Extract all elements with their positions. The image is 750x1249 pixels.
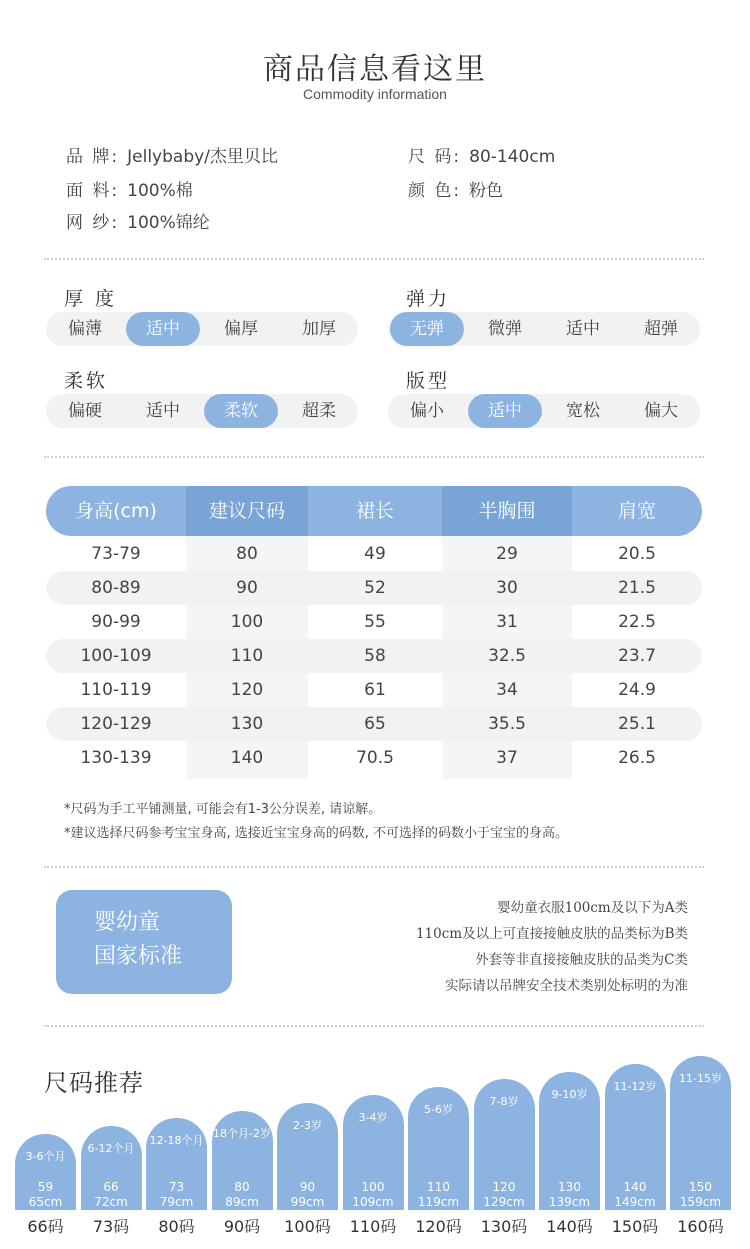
- table-cell: 29: [496, 544, 518, 564]
- size-code: 120码: [415, 1217, 462, 1236]
- height-value: 66: [103, 1179, 119, 1194]
- table-cell: 23.7: [618, 646, 656, 666]
- table-cell: 30: [496, 578, 518, 598]
- standard-class-c: 外套等非直接接触皮肤的品类为C类: [475, 952, 688, 968]
- size-bar: [81, 1126, 142, 1210]
- divider: [44, 866, 704, 868]
- table-cell: 22.5: [618, 612, 656, 632]
- size-bar: [408, 1087, 469, 1210]
- color-value: 粉色: [469, 181, 504, 201]
- height-cm: 72cm: [94, 1194, 128, 1209]
- divider: [44, 456, 704, 458]
- height-cm: 79cm: [159, 1194, 194, 1209]
- attr-softness-scale: [46, 394, 358, 428]
- attr-option: 偏硬: [68, 401, 102, 421]
- age-label: 9-10岁: [551, 1087, 588, 1101]
- page-subtitle: Commodity information: [303, 86, 447, 102]
- table-cell: 130-139: [80, 748, 152, 768]
- size-code: 160码: [677, 1217, 724, 1236]
- table-cell: 20.5: [618, 544, 656, 564]
- page-title: 商品信息看这里: [263, 52, 487, 87]
- attr-option: 适中: [146, 401, 180, 421]
- attr-option: 超柔: [302, 401, 336, 421]
- info-brand: [66, 142, 278, 167]
- header-recommended-size: 建议尺码: [186, 486, 308, 536]
- table-cell: 24.9: [618, 680, 656, 700]
- size-bar: [605, 1064, 666, 1210]
- table-cell: 110: [230, 646, 264, 666]
- fabric-value: 100%棉: [127, 181, 193, 201]
- table-cell: 35.5: [488, 714, 526, 734]
- size-bar: [474, 1079, 535, 1210]
- age-label: 12-18个月: [149, 1134, 204, 1148]
- attr-option: 适中: [566, 319, 600, 339]
- size-bar: [15, 1134, 76, 1210]
- header-skirt-length: 裙长: [355, 500, 394, 522]
- table-cell: 90-99: [91, 612, 141, 632]
- standard-class-a: 婴幼童衣服100cm及以下为A类: [497, 900, 688, 916]
- table-cell: 73-79: [91, 544, 141, 564]
- age-label: 5-6岁: [424, 1103, 453, 1117]
- table-row: [46, 673, 702, 707]
- attr-option: 偏厚: [224, 319, 258, 339]
- age-label: 11-15岁: [679, 1072, 722, 1085]
- age-label: 6-12个月: [87, 1142, 135, 1156]
- color-label: 颜 色:: [408, 181, 462, 201]
- attr-option: 加厚: [302, 319, 336, 339]
- attr-option: 偏薄: [68, 319, 102, 339]
- size-code: 110码: [349, 1217, 397, 1236]
- size-label: 尺 码:: [408, 147, 462, 167]
- table-cell: 61: [364, 680, 386, 700]
- height-value: 59: [37, 1180, 54, 1194]
- attr-fit-title: 版型: [406, 370, 451, 392]
- table-row: [46, 707, 702, 741]
- table-cell: 140: [230, 748, 264, 768]
- attr-option-selected: 柔软: [204, 394, 278, 428]
- table-cell: 31: [496, 612, 518, 632]
- attr-option: 微弹: [488, 319, 522, 339]
- age-label: 3-6个月: [25, 1150, 66, 1163]
- age-label: 18个月-2岁: [213, 1126, 271, 1140]
- table-cell: 58: [364, 646, 386, 666]
- age-label: 3-4岁: [358, 1111, 388, 1124]
- size-code: 90码: [223, 1217, 261, 1236]
- table-row: [46, 537, 702, 571]
- table-cell: 32.5: [488, 646, 526, 666]
- attr-elasticity-title: 弹力: [406, 288, 451, 310]
- mesh-label: 网 纱:: [66, 213, 120, 233]
- table-row: [46, 639, 702, 673]
- attr-option: 超弹: [644, 319, 678, 339]
- table-cell: 130: [230, 714, 264, 734]
- attr-thickness-scale: [46, 312, 358, 346]
- info-size: [408, 142, 555, 167]
- size-bar: [146, 1118, 207, 1210]
- table-cell: 49: [364, 544, 386, 564]
- standard-badge: [56, 890, 232, 994]
- table-cell: 25.1: [618, 714, 656, 734]
- divider: [44, 258, 704, 260]
- fabric-label: 面 料:: [66, 181, 120, 201]
- size-bar: [277, 1103, 338, 1210]
- height-cm: 139cm: [548, 1194, 591, 1209]
- attr-fit-scale: [388, 394, 700, 428]
- height-cm: 129cm: [483, 1194, 525, 1209]
- info-color: [408, 176, 503, 201]
- attr-option-selected: 适中: [126, 312, 200, 346]
- table-cell: 120-129: [80, 714, 152, 734]
- height-cm: 89cm: [225, 1194, 259, 1209]
- height-value: 90: [299, 1179, 316, 1194]
- table-cell: 34: [496, 680, 518, 700]
- brand-label: 品 牌:: [66, 147, 120, 167]
- divider: [44, 1025, 704, 1027]
- age-label: 2-3岁: [293, 1118, 322, 1132]
- standard-badge-line2: 国家标准: [94, 944, 183, 969]
- table-cell: 37: [496, 748, 518, 768]
- size-bar: [212, 1111, 273, 1210]
- note-choose-size: *建议选择尺码参考宝宝身高, 选接近宝宝身高的码数, 不可选择的码数小于宝宝的身高。: [64, 826, 569, 841]
- age-label: 7-8岁: [489, 1095, 519, 1109]
- table-cell: 55: [364, 612, 386, 632]
- height-value: 120: [492, 1179, 516, 1194]
- size-value: 80-140cm: [469, 147, 556, 167]
- standard-class-b: 110cm及以上可直接接触皮肤的品类标为B类: [415, 926, 688, 942]
- standard-note: 实际请以吊牌安全技术类别处标明的为准: [445, 978, 688, 994]
- info-mesh: [66, 208, 210, 233]
- size-bar: [343, 1095, 404, 1210]
- height-value: 130: [558, 1179, 581, 1194]
- table-row: [46, 605, 702, 639]
- table-cell: 65: [364, 714, 386, 734]
- height-value: 140: [623, 1179, 647, 1194]
- attr-option-selected: 适中: [468, 394, 542, 428]
- height-value: 110: [427, 1179, 450, 1194]
- header-half-chest: 半胸围: [442, 486, 572, 536]
- height-cm: 109cm: [352, 1195, 394, 1209]
- height-cm: 159cm: [679, 1195, 722, 1209]
- size-code: 140码: [546, 1217, 593, 1236]
- size-code: 150码: [611, 1217, 659, 1236]
- height-cm: 99cm: [290, 1194, 325, 1209]
- size-code: 130码: [480, 1217, 528, 1236]
- size-bar: [539, 1072, 600, 1210]
- recommend-title: 尺码推荐: [44, 1069, 144, 1097]
- attr-option: 偏大: [644, 401, 678, 421]
- table-cell: 21.5: [618, 578, 656, 598]
- attr-option: 宽松: [566, 401, 600, 421]
- height-value: 100: [361, 1180, 385, 1194]
- attr-option-selected: 无弹: [390, 312, 464, 346]
- attr-option: 偏小: [410, 401, 444, 421]
- table-cell: 80: [236, 544, 258, 564]
- table-row: [46, 741, 702, 775]
- header-height: 身高(cm): [75, 500, 157, 522]
- height-value: 150: [689, 1180, 712, 1194]
- size-table-header: [46, 486, 702, 536]
- size-code: 80码: [158, 1217, 195, 1236]
- attr-elasticity-scale: [388, 312, 700, 346]
- table-cell: 110-119: [80, 680, 152, 700]
- size-code: 66码: [27, 1217, 64, 1236]
- table-cell: 80-89: [91, 578, 141, 598]
- table-cell: 90: [236, 578, 258, 598]
- attr-softness-title: 柔软: [64, 370, 109, 392]
- brand-value: Jellybaby/杰里贝比: [127, 147, 278, 167]
- height-value: 80: [234, 1179, 250, 1194]
- table-cell: 26.5: [618, 748, 656, 768]
- note-measurement: *尺码为手工平铺测量, 可能会有1-3公分误差, 请谅解。: [64, 802, 382, 817]
- table-cell: 120: [230, 680, 264, 700]
- table-cell: 70.5: [356, 748, 394, 768]
- standard-badge-line1: 婴幼童: [94, 910, 161, 935]
- table-cell: 52: [364, 578, 386, 598]
- height-cm: 65cm: [28, 1195, 63, 1209]
- height-cm: 149cm: [614, 1194, 656, 1209]
- info-fabric: [66, 176, 193, 201]
- size-bar: [670, 1056, 731, 1210]
- table-cell: 100: [230, 612, 264, 632]
- age-label: 11-12岁: [613, 1079, 657, 1093]
- height-cm: 119cm: [417, 1194, 460, 1209]
- size-code: 73码: [92, 1217, 130, 1236]
- mesh-value: 100%锦纶: [127, 213, 210, 233]
- size-code: 100码: [284, 1217, 331, 1236]
- header-shoulder: 肩宽: [617, 500, 656, 522]
- height-value: 73: [168, 1179, 185, 1194]
- table-row: [46, 571, 702, 605]
- attr-thickness-title: 厚 度: [64, 288, 118, 310]
- table-cell: 100-109: [80, 646, 152, 666]
